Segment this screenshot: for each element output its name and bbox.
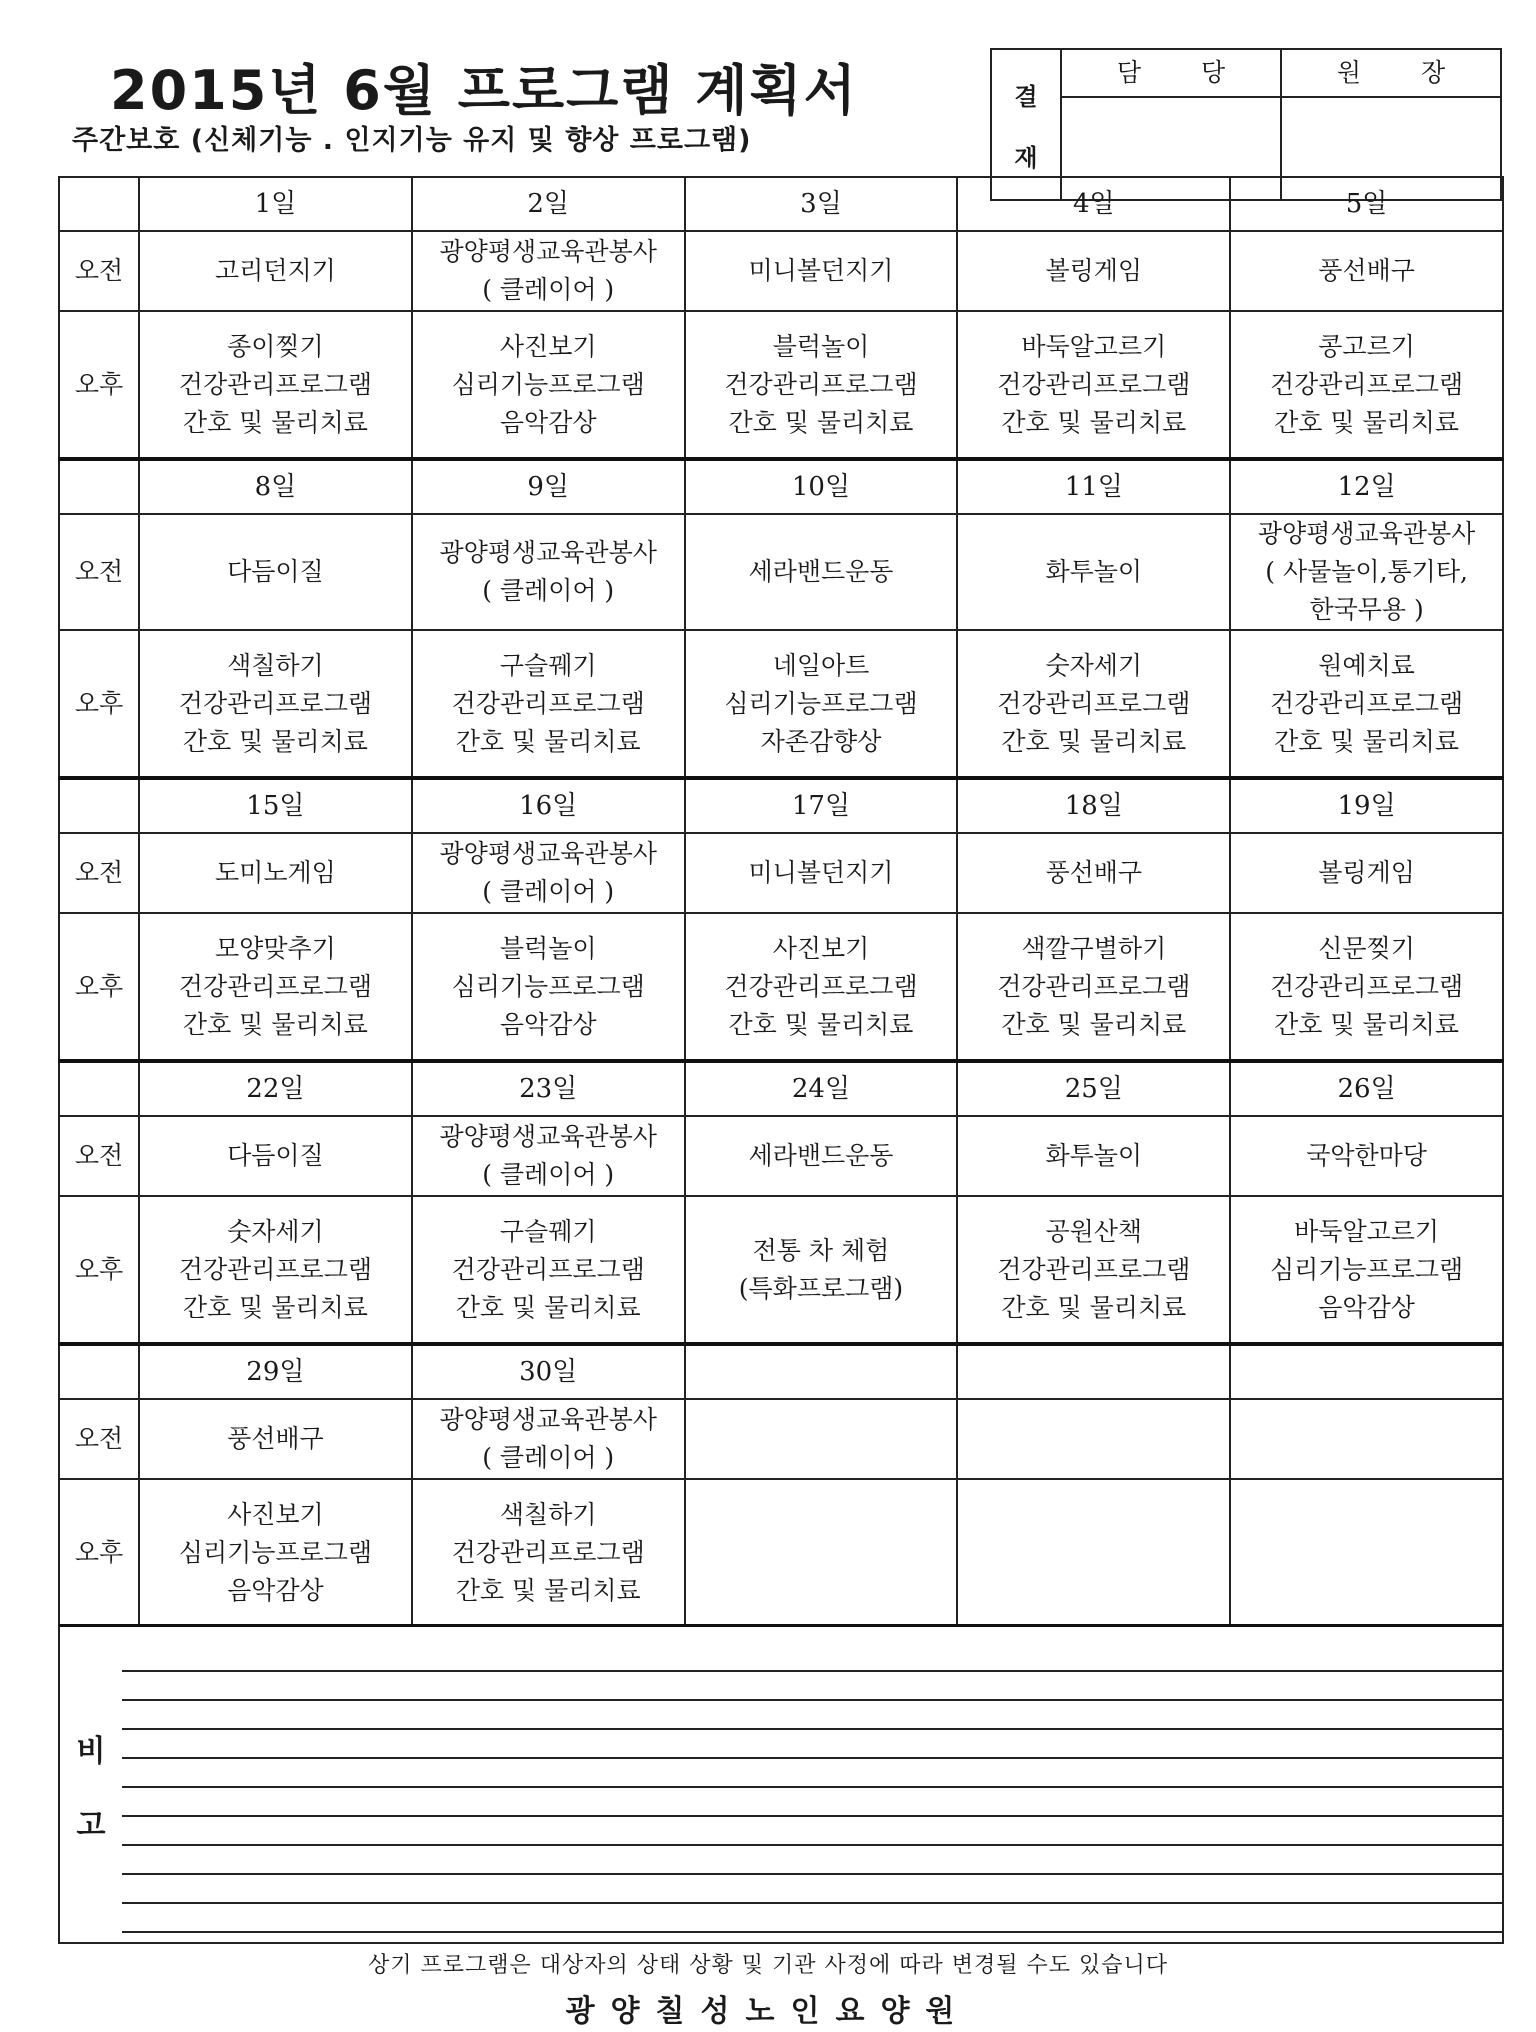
program-cell-pm bbox=[139, 1196, 412, 1344]
schedule-body bbox=[59, 177, 1503, 1626]
remarks-label-char: 비 bbox=[76, 1733, 106, 1769]
program-line: 콩고르기 bbox=[1318, 331, 1415, 361]
program-line: 건강관리프로그램 bbox=[1269, 688, 1464, 718]
program-cell-am bbox=[1230, 1116, 1503, 1196]
program-line: 사진보기 bbox=[499, 331, 597, 361]
pm-label: 오후 bbox=[59, 913, 139, 1061]
program-line: 자존감향상 bbox=[760, 726, 882, 756]
program-line: 화투놀이 bbox=[1045, 1141, 1143, 1170]
date-row bbox=[59, 1061, 1503, 1116]
program-line: 건강관리프로그램 bbox=[997, 688, 1191, 718]
program-line: 원예치료 bbox=[1318, 650, 1415, 680]
program-cell-pm bbox=[412, 630, 685, 778]
program-cell-pm bbox=[1230, 630, 1503, 778]
program-line: 다듬이질 bbox=[227, 557, 324, 586]
program-line: 건강관리프로그램 bbox=[451, 1254, 645, 1284]
program-cell-am bbox=[957, 1399, 1230, 1479]
program-cell-pm bbox=[685, 311, 958, 459]
pm-label: 오후 bbox=[59, 630, 139, 778]
program-cell-am bbox=[685, 231, 958, 311]
program-line: 간호 및 물리치료 bbox=[455, 1575, 641, 1605]
program-line: 사진보기 bbox=[227, 1499, 324, 1529]
program-line: 건강관리프로그램 bbox=[997, 1254, 1191, 1284]
program-line: 구슬꿰기 bbox=[499, 1216, 597, 1246]
program-cell-pm bbox=[957, 630, 1230, 778]
program-cell-am bbox=[1230, 833, 1503, 913]
program-cell-am bbox=[685, 1399, 958, 1479]
program-line: 간호 및 물리치료 bbox=[182, 1292, 368, 1322]
program-line: 건강관리프로그램 bbox=[178, 971, 372, 1001]
program-line: 미니볼던지기 bbox=[748, 256, 894, 285]
pm-label: 오후 bbox=[59, 1479, 139, 1626]
program-line: ( 클레이어 ) bbox=[482, 877, 615, 906]
program-line: ( 클레이어 ) bbox=[482, 1160, 615, 1189]
program-line: 화투놀이 bbox=[1045, 557, 1143, 586]
program-line: (특화프로그램) bbox=[738, 1273, 904, 1303]
program-line: 숫자세기 bbox=[1045, 650, 1143, 680]
program-line: 풍선배구 bbox=[1045, 858, 1143, 887]
program-cell-pm bbox=[685, 913, 958, 1061]
remarks-label bbox=[60, 1627, 122, 1942]
program-line: 공원산책 bbox=[1045, 1216, 1143, 1246]
program-line: 블럭놀이 bbox=[772, 331, 870, 361]
program-cell-pm bbox=[1230, 1479, 1503, 1626]
date-cell: 19일 bbox=[1230, 778, 1503, 833]
date-cell: 11일 bbox=[957, 459, 1230, 514]
program-line: 풍선배구 bbox=[227, 1424, 324, 1453]
date-cell: 29일 bbox=[139, 1344, 412, 1399]
program-line: 다듬이질 bbox=[227, 1141, 324, 1170]
program-line: 종이찢기 bbox=[227, 331, 324, 361]
date-row bbox=[59, 459, 1503, 514]
date-cell bbox=[685, 1344, 958, 1399]
pm-row bbox=[59, 913, 1503, 1061]
program-line: 음악감상 bbox=[1318, 1292, 1415, 1322]
program-cell-pm bbox=[139, 1479, 412, 1626]
program-line: 바둑알고르기 bbox=[1294, 1216, 1440, 1246]
program-line: 건강관리프로그램 bbox=[178, 369, 372, 399]
pm-row bbox=[59, 311, 1503, 459]
program-cell-pm bbox=[139, 311, 412, 459]
program-line: 간호 및 물리치료 bbox=[1274, 407, 1460, 437]
program-line: 건강관리프로그램 bbox=[724, 971, 918, 1001]
program-cell-pm bbox=[1230, 311, 1503, 459]
program-cell-am bbox=[412, 1116, 685, 1196]
program-line: 건강관리프로그램 bbox=[451, 1537, 645, 1567]
date-row bbox=[59, 778, 1503, 833]
program-line: 풍선배구 bbox=[1318, 256, 1415, 285]
program-cell-am bbox=[957, 514, 1230, 630]
program-line: ( 사물놀이,통기타, bbox=[1265, 557, 1468, 586]
program-cell-am bbox=[412, 1399, 685, 1479]
remarks-label-char: 고 bbox=[76, 1807, 106, 1843]
pm-label: 오후 bbox=[59, 311, 139, 459]
program-line: ( 클레이어 ) bbox=[482, 576, 615, 605]
program-line: 네일아트 bbox=[772, 650, 870, 680]
program-line: 광양평생교육관봉사 bbox=[439, 538, 657, 567]
date-cell bbox=[1230, 1344, 1503, 1399]
date-cell: 25일 bbox=[957, 1061, 1230, 1116]
date-cell: 10일 bbox=[685, 459, 958, 514]
program-cell-pm bbox=[139, 913, 412, 1061]
program-line: 건강관리프로그램 bbox=[178, 688, 372, 718]
program-cell-am bbox=[685, 1116, 958, 1196]
program-line: 심리기능프로그램 bbox=[451, 971, 645, 1001]
date-cell: 17일 bbox=[685, 778, 958, 833]
footer-organization: 광양칠성노인요양원 bbox=[565, 1994, 971, 2029]
date-row-label bbox=[59, 1061, 139, 1116]
program-line: 간호 및 물리치료 bbox=[1001, 407, 1187, 437]
program-line: 모양맞추기 bbox=[215, 933, 336, 963]
program-cell-pm bbox=[957, 1479, 1230, 1626]
program-cell-pm bbox=[957, 913, 1230, 1061]
program-line: 음악감상 bbox=[227, 1575, 324, 1605]
program-cell-pm bbox=[412, 913, 685, 1061]
program-line: 볼링게임 bbox=[1045, 256, 1143, 285]
program-cell-am bbox=[1230, 514, 1503, 630]
program-line: 심리기능프로그램 bbox=[178, 1537, 372, 1567]
program-line: 간호 및 물리치료 bbox=[455, 726, 641, 756]
program-cell-pm bbox=[412, 1196, 685, 1344]
am-label: 오전 bbox=[59, 833, 139, 913]
program-cell-am bbox=[412, 833, 685, 913]
date-cell: 30일 bbox=[412, 1344, 685, 1399]
program-line: 신문찢기 bbox=[1318, 933, 1415, 963]
pm-row bbox=[59, 630, 1503, 778]
program-line: 간호 및 물리치료 bbox=[455, 1292, 641, 1322]
am-row bbox=[59, 833, 1503, 913]
program-cell-pm bbox=[1230, 913, 1503, 1061]
date-row bbox=[59, 177, 1503, 231]
date-cell: 4일 bbox=[957, 177, 1230, 231]
pm-row bbox=[59, 1196, 1503, 1344]
am-row bbox=[59, 231, 1503, 311]
program-line: 미니볼던지기 bbox=[748, 858, 894, 887]
program-cell-am bbox=[412, 231, 685, 311]
program-line: 간호 및 물리치료 bbox=[1001, 1292, 1187, 1322]
program-line: 간호 및 물리치료 bbox=[728, 407, 914, 437]
program-line: 건강관리프로그램 bbox=[1269, 971, 1464, 1001]
date-cell bbox=[957, 1344, 1230, 1399]
date-cell: 5일 bbox=[1230, 177, 1503, 231]
program-line: 볼링게임 bbox=[1318, 858, 1415, 887]
approval-header-director: 원 장 bbox=[1282, 50, 1500, 98]
am-row bbox=[59, 1399, 1503, 1479]
program-line: 블럭놀이 bbox=[499, 933, 597, 963]
program-cell-pm bbox=[957, 1196, 1230, 1344]
program-cell-pm bbox=[685, 1479, 958, 1626]
am-label: 오전 bbox=[59, 1116, 139, 1196]
page-title: 2015년 6월 프로그램 계획서 bbox=[110, 59, 858, 122]
date-cell: 18일 bbox=[957, 778, 1230, 833]
program-line: 간호 및 물리치료 bbox=[182, 726, 368, 756]
program-line: 구슬꿰기 bbox=[499, 650, 597, 680]
program-cell-pm bbox=[1230, 1196, 1503, 1344]
pm-label: 오후 bbox=[59, 1196, 139, 1344]
program-line: 음악감상 bbox=[499, 407, 597, 437]
program-cell-am bbox=[1230, 1399, 1503, 1479]
program-line: 광양평생교육관봉사 bbox=[1257, 519, 1476, 548]
date-cell: 2일 bbox=[412, 177, 685, 231]
program-line: 간호 및 물리치료 bbox=[1274, 1009, 1460, 1039]
program-cell-am bbox=[1230, 231, 1503, 311]
program-cell-am bbox=[957, 231, 1230, 311]
date-cell: 16일 bbox=[412, 778, 685, 833]
date-row bbox=[59, 1344, 1503, 1399]
program-line: 국악한마당 bbox=[1306, 1141, 1427, 1170]
pm-row bbox=[59, 1479, 1503, 1626]
am-label: 오전 bbox=[59, 231, 139, 311]
program-line: 색깔구별하기 bbox=[1021, 933, 1167, 963]
page-subtitle: 주간보호 (신체기능 . 인지기능 유지 및 향상 프로그램) bbox=[72, 125, 752, 156]
program-cell-am bbox=[139, 231, 412, 311]
program-line: 바둑알고르기 bbox=[1021, 331, 1167, 361]
program-cell-am bbox=[139, 833, 412, 913]
program-line: 광양평생교육관봉사 bbox=[439, 1122, 657, 1151]
am-row bbox=[59, 1116, 1503, 1196]
date-row-label bbox=[59, 1344, 139, 1399]
date-cell: 1일 bbox=[139, 177, 412, 231]
program-cell-pm bbox=[685, 630, 958, 778]
program-line: 음악감상 bbox=[499, 1009, 597, 1039]
date-row-label bbox=[59, 459, 139, 514]
approval-header-staff: 담 당 bbox=[1062, 50, 1280, 98]
program-line: 간호 및 물리치료 bbox=[1001, 1009, 1187, 1039]
program-line: 세라밴드운동 bbox=[748, 1141, 894, 1170]
program-line: 건강관리프로그램 bbox=[997, 369, 1191, 399]
program-cell-am bbox=[139, 1399, 412, 1479]
date-cell: 8일 bbox=[139, 459, 412, 514]
program-cell-am bbox=[412, 514, 685, 630]
approval-label-char: 결 bbox=[1014, 82, 1038, 111]
program-line: 간호 및 물리치료 bbox=[1001, 726, 1187, 756]
program-cell-pm bbox=[957, 311, 1230, 459]
program-cell-pm bbox=[139, 630, 412, 778]
program-line: 간호 및 물리치료 bbox=[728, 1009, 914, 1039]
program-line: 광양평생교육관봉사 bbox=[439, 1405, 657, 1434]
program-line: 건강관리프로그램 bbox=[1269, 369, 1464, 399]
date-cell: 26일 bbox=[1230, 1061, 1503, 1116]
program-cell-pm bbox=[412, 1479, 685, 1626]
program-line: ( 클레이어 ) bbox=[482, 1443, 615, 1472]
program-cell-am bbox=[685, 514, 958, 630]
program-line: 건강관리프로그램 bbox=[724, 369, 918, 399]
remarks-lines bbox=[122, 1643, 1502, 1942]
program-cell-am bbox=[957, 833, 1230, 913]
program-line: 광양평생교육관봉사 bbox=[439, 839, 657, 868]
program-line: 사진보기 bbox=[772, 933, 870, 963]
am-row bbox=[59, 514, 1503, 630]
program-line: 건강관리프로그램 bbox=[997, 971, 1191, 1001]
program-cell-am bbox=[685, 833, 958, 913]
program-line: ( 클레이어 ) bbox=[482, 275, 615, 304]
date-row-label bbox=[59, 177, 139, 231]
program-cell-am bbox=[957, 1116, 1230, 1196]
am-label: 오전 bbox=[59, 514, 139, 630]
program-line: 심리기능프로그램 bbox=[724, 688, 918, 718]
am-label: 오전 bbox=[59, 1399, 139, 1479]
program-line: 간호 및 물리치료 bbox=[182, 1009, 368, 1039]
date-cell: 15일 bbox=[139, 778, 412, 833]
footer-note: 상기 프로그램은 대상자의 상태 상황 및 기관 사정에 따라 변경될 수도 있습니다 bbox=[368, 1953, 1168, 1978]
date-cell: 24일 bbox=[685, 1061, 958, 1116]
program-line: 도미노게임 bbox=[215, 858, 336, 887]
program-line: 광양평생교육관봉사 bbox=[439, 237, 657, 266]
remarks-section bbox=[58, 1624, 1504, 1944]
date-cell: 12일 bbox=[1230, 459, 1503, 514]
schedule-table bbox=[58, 176, 1504, 1627]
program-line: 건강관리프로그램 bbox=[178, 1254, 372, 1284]
date-cell: 23일 bbox=[412, 1061, 685, 1116]
date-cell: 3일 bbox=[685, 177, 958, 231]
approval-label-char: 재 bbox=[1014, 143, 1038, 172]
program-cell-pm bbox=[412, 311, 685, 459]
program-line: 전통 차 체험 bbox=[752, 1235, 890, 1265]
program-line: 간호 및 물리치료 bbox=[1274, 726, 1460, 756]
program-line: 건강관리프로그램 bbox=[451, 688, 645, 718]
program-line: 심리기능프로그램 bbox=[1269, 1254, 1464, 1284]
program-cell-am bbox=[139, 1116, 412, 1196]
date-row-label bbox=[59, 778, 139, 833]
program-line: 간호 및 물리치료 bbox=[182, 407, 368, 437]
program-cell-am bbox=[139, 514, 412, 630]
program-line: 숫자세기 bbox=[227, 1216, 324, 1246]
program-cell-pm bbox=[685, 1196, 958, 1344]
program-line: 색칠하기 bbox=[499, 1499, 597, 1529]
program-line: 심리기능프로그램 bbox=[451, 369, 645, 399]
date-cell: 22일 bbox=[139, 1061, 412, 1116]
date-cell: 9일 bbox=[412, 459, 685, 514]
program-line: 세라밴드운동 bbox=[748, 557, 894, 586]
program-line: 한국무용 ) bbox=[1309, 595, 1424, 624]
program-line: 고리던지기 bbox=[215, 256, 336, 285]
program-line: 색칠하기 bbox=[227, 650, 324, 680]
